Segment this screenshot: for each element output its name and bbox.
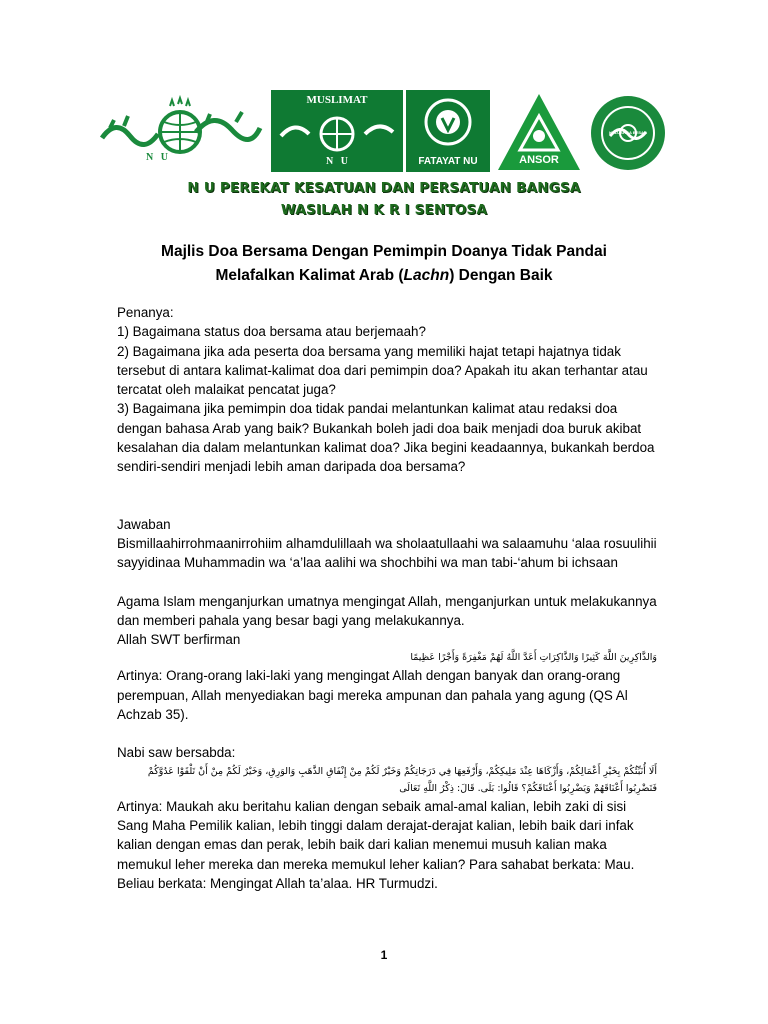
banner-line-1: N U PEREKAT KESATUAN DAN PERSATUAN BANGSA [187,180,581,196]
question-2: 2) Bagaimana jika ada peserta doa bersama yang memiliki hajat tetapi hajatnya tidak tersebut di antara kalimat-kalimat doa dari pemimpin doa? Apakah itu akan terhantar atau tercatat oleh malaikat pencatat juga? [117,343,648,398]
verse-translation: Artinya: Orang-orang laki-laki yang mengingat Allah dengan banyak dan orang-orang perempuan, Allah menyediakan bagi mereka ampunan dan pahala yang agung (QS Al Achzab 35). [117,668,628,723]
muslimat-sub-label: N U [326,156,348,167]
muslimat-logo [271,90,403,172]
fatayat-logo [406,90,490,172]
nahdlatul-ulama-seal [588,94,668,197]
document-body [117,303,657,893]
allah-swt-line: Allah SWT berfirman [117,632,241,648]
title-line-1: Majlis Doa Bersama Dengan Pemimpin Doanya Tidak Pandai [161,243,607,260]
paragraph-1: Agama Islam menganjurkan umatnya mengingat Allah, menganjurkan untuk melakukannya dan memberi pahala yang besar bagi yang melakukannya. [117,593,657,628]
ansor-label: ANSOR [519,154,559,166]
question-1: 1) Bagaimana status doa bersama atau berjemaah? [117,324,426,340]
fatayat-label: FATAYAT NU [418,156,478,167]
hadith-translation: Artinya: Maukah aku beritahu kalian dengan sebaik amal-amal kalian, lebih zaki di sisi Sang Maha Pemilik kalian, lebih tinggi dalam derajat-derajat kalian, lebih baik dari infak kalian dengan emas dan perak, lebih baik dari kalian menemui musuh kalian maka memukul leher mereka dan mereka memukul leher kalian? Para sahabat berkata: Mau. Beliau berkata: Mengingat Allah ta’alaa. HR Turmudzi. [117,798,635,891]
ansor-logo [496,90,582,172]
arabic-verse: وَالذَّاكِرِينَ اللَّهَ كَثِيرًا وَالذَّاكِرَاتِ أَعَدَّ اللَّهُ لَهُمْ مَغْفِرَةً وَأَجْرًا عَظِيمًا [410,652,657,664]
banner-line-2: WASILAH N K R I SENTOSA [280,202,488,218]
nu-logo-label: N U [146,152,168,163]
nu-logo [96,98,264,166]
title-line-2: Melafalkan Kalimat Arab (Lachn) Dengan Baik [215,267,553,284]
jawaban-heading: Jawaban [117,516,171,532]
nabi-line: Nabi saw bersabda: [117,745,236,761]
arabic-hadith: أَلَا أُنَبِّئُكُمْ بِخَيْرِ أَعْمَالِكُمْ، وَأَزْكَاهَا عِنْدَ مَلِيكِكُمْ، وَأَرْفَعِهَا فِي دَرَجَاتِكُمْ وَخَيْرٌ لَكُمْ مِنْ إِنْفَاقِ الذَّهَبِ وَالوَرِقِ، وَخَيْرٌ لَكُمْ مِنْ أَنْ تَلْقَوْا عَدُوَّكُمْ فَتَضْرِبُوا أَعْنَاقَهُمْ وَيَضْرِبُوا أَعْنَاقَكُمْ؟ قَالُوا: بَلَى. قَالَ: ذِكْرُ اللَّهِ تَعَالَى [147,765,657,794]
page-number: 1 [380,948,388,962]
seal-label: KELUARGA BESAR NAHDLATUL ULAMA [608,130,648,197]
title-italic-term: Lachn [403,267,450,284]
document-title [0,240,768,288]
muslimat-label: MUSLIMAT [306,94,368,106]
question-3: 3) Bagaimana jika pemimpin doa tidak pandai melantunkan kalimat atau redaksi doa dengan bahasa Arab yang baik? Bukankah boleh jadi doa baik menjadi doa buruk akibat kesalahan dia dalam melantunkan kalimat doa? Jika begini keadaannya, bukankah berdoa sendiri-sendiri menjadi lebih aman daripada doa bersama? [117,401,655,475]
opening-greeting: Bismillaahirrohmaanirrohiim alhamdulillaah wa sholaatullaahi wa salaamuhu ‘alaa rosuulihii sayyidinaa Muhammadin wa ‘a’laa aalihi wa shochbihi wa man tabi-‘ahum bi ichsaan [117,535,657,571]
penanya-heading: Penanya: [117,305,174,320]
